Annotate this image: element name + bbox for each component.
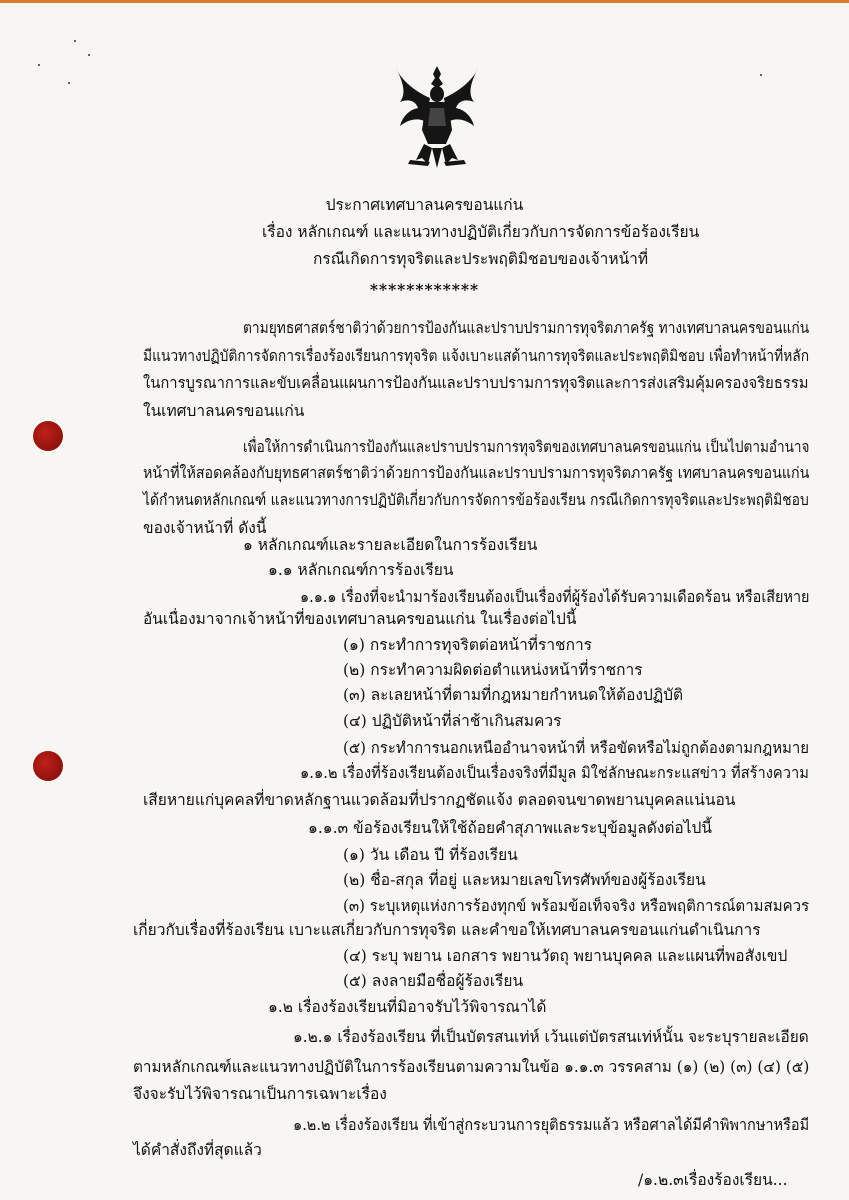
section-heading: ๑ หลักเกณฑ์และรายละเอียดในการร้องเรียน xyxy=(243,536,538,554)
list-item: (๒) กระทำความผิดต่อตำแหน่งหน้าที่ราชการ xyxy=(343,661,643,679)
paragraph-line: เพื่อให้การดำเนินการป้องกันและปราบปรามการทุจริตของเทศบาลนครขอนแก่น เป็นไปตามอำนาจ xyxy=(243,438,810,456)
list-item: (๒) ชื่อ-สกุล ที่อยู่ และหมายเลขโทรศัพท์ของผู้ร้องเรียน xyxy=(343,871,706,889)
garuda-emblem-icon xyxy=(394,64,480,170)
scan-speck xyxy=(68,82,70,84)
list-item: (๓) ละเลยหน้าที่ตามที่กฎหมายกำหนดให้ต้องปฏิบัติ xyxy=(343,686,684,704)
list-item: (๓) ระบุเหตุแห่งการร้องทุกข์ พร้อมข้อเท็จจริง หรือพฤติการณ์ตามสมควร xyxy=(343,897,810,915)
scan-speck xyxy=(74,40,76,42)
paragraph-line: ในเทศบาลนครขอนแก่น xyxy=(143,402,305,420)
subject-line: เรื่อง หลักเกณฑ์ และแนวทางปฏิบัติเกี่ยวกับการจัดการข้อร้องเรียน xyxy=(262,223,700,241)
header-separator: ************ xyxy=(369,280,480,299)
list-item: (๔) ระบุ พยาน เอกสาร พยานวัตถุ พยานบุคคล และแผนที่พอสังเขป xyxy=(343,947,788,965)
binder-hole-icon xyxy=(33,421,63,451)
paragraph-line: ได้กำหนดหลักเกณฑ์ และแนวทางการปฏิบัติเกี่ยวกับการจัดการข้อร้องเรียน กรณีเกิดการทุจริตและประพฤติมิชอบ xyxy=(143,491,809,509)
paragraph-line: เกี่ยวกับเรื่องที่ร้องเรียน เบาะแสเกี่ยวกับการทุจริต และคำขอให้เทศบาลนครขอนแก่นดำเนินการ xyxy=(133,921,761,939)
subsection-heading: ๑.๑ หลักเกณฑ์การร้องเรียน xyxy=(268,561,454,579)
paragraph-line: ในการบูรณาการและขับเคลื่อนแผนการป้องกันและปราบปรามการทุจริตและการส่งเสริมคุ้มครองจริยธรรม xyxy=(143,374,809,392)
paragraph-line: ของเจ้าหน้าที่ ดังนี้ xyxy=(143,519,267,537)
scan-speck xyxy=(760,74,762,76)
paragraph-line: อันเนื่องมาจากเจ้าหน้าที่ของเทศบาลนครขอนแก่น ในเรื่องต่อไปนี้ xyxy=(143,610,577,628)
continuation-note: /๑.๒.๓เรื่องร้องเรียน... xyxy=(638,1171,788,1189)
subject-line: กรณีเกิดการทุจริตและประพฤติมิชอบของเจ้าหน้าที่ xyxy=(313,250,649,268)
page-top-edge xyxy=(0,0,849,3)
scan-speck xyxy=(88,54,90,56)
paragraph-line: ๑.๒.๑ เรื่องร้องเรียน ที่เป็นบัตรสนเท่ห์ เว้นแต่บัตรสนเท่ห์นั้น จะระบุรายละเอียด xyxy=(293,1028,809,1046)
list-item: (๑) วัน เดือน ปี ที่ร้องเรียน xyxy=(343,846,518,864)
paragraph-line: จึงจะรับไว้พิจารณาเป็นการเฉพาะเรื่อง xyxy=(133,1085,387,1103)
paragraph-line: ๑.๑.๓ ข้อร้องเรียนให้ใช้ถ้อยคำสุภาพและระบุข้อมูลดังต่อไปนี้ xyxy=(308,819,712,837)
scan-speck xyxy=(38,64,40,66)
paragraph-line: มีแนวทางปฏิบัติการจัดการเรื่องร้องเรียนการทุจริต แจ้งเบาะแสด้านการทุจริตและประพฤติมิชอบ เพื่อทำหน้าที่หลัก xyxy=(143,347,810,365)
paragraph-line: หน้าที่ให้สอดคล้องกับยุทธศาสตร์ชาติว่าด้วยการป้องกันและปราบปรามการทุจริตภาครัฐ เทศบาลนครขอนแก่น xyxy=(143,464,810,482)
paragraph-line: ๑.๑.๒ เรื่องที่ร้องเรียนต้องเป็นเรื่องจริงที่มีมูล มิใช่ลักษณะกระแสข่าว ที่สร้างความ xyxy=(300,764,809,782)
paragraph-line: เสียหายแก่บุคคลที่ขาดหลักฐานแวดล้อมที่ปรากฏชัดแจ้ง ตลอดจนขาดพยานบุคคลแน่นอน xyxy=(143,791,736,809)
announcement-title: ประกาศเทศบาลนครขอนแก่น xyxy=(325,196,524,214)
list-item: (๑) กระทำการทุจริตต่อหน้าที่ราชการ xyxy=(343,636,592,654)
list-item: (๕) กระทำการนอกเหนืออำนาจหน้าที่ หรือขัดหรือไม่ถูกต้องตามกฎหมาย xyxy=(343,739,810,757)
paragraph-line: ตามหลักเกณฑ์และแนวทางปฏิบัติในการร้องเรียนตามความในข้อ ๑.๑.๓ วรรคสาม (๑) (๒) (๓) (๔) (๕) xyxy=(133,1058,810,1076)
list-item: (๔) ปฏิบัติหน้าที่ล่าช้าเกินสมควร xyxy=(343,712,562,730)
binder-hole-icon xyxy=(33,751,63,781)
paragraph-line: ได้คำสั่งถึงที่สุดแล้ว xyxy=(133,1141,262,1159)
paragraph-line: ๑.๒.๒ เรื่องร้องเรียน ที่เข้าสู่กระบวนการยุติธรรมแล้ว หรือศาลได้มีคำพิพากษาหรือมี xyxy=(293,1116,810,1134)
paragraph-line: ๑.๑.๑ เรื่องที่จะนำมาร้องเรียนต้องเป็นเรื่องที่ผู้ร้องได้รับความเดือดร้อน หรือเสียหาย xyxy=(300,588,810,606)
paragraph-line: ตามยุทธศาสตร์ชาติว่าด้วยการป้องกันและปราบปรามการทุจริตภาครัฐ ทางเทศบาลนครขอนแก่น xyxy=(243,319,810,337)
list-item: (๕) ลงลายมือชื่อผู้ร้องเรียน xyxy=(343,972,524,990)
subsection-heading: ๑.๒ เรื่องร้องเรียนที่มิอาจรับไว้พิจารณาได้ xyxy=(268,998,547,1016)
